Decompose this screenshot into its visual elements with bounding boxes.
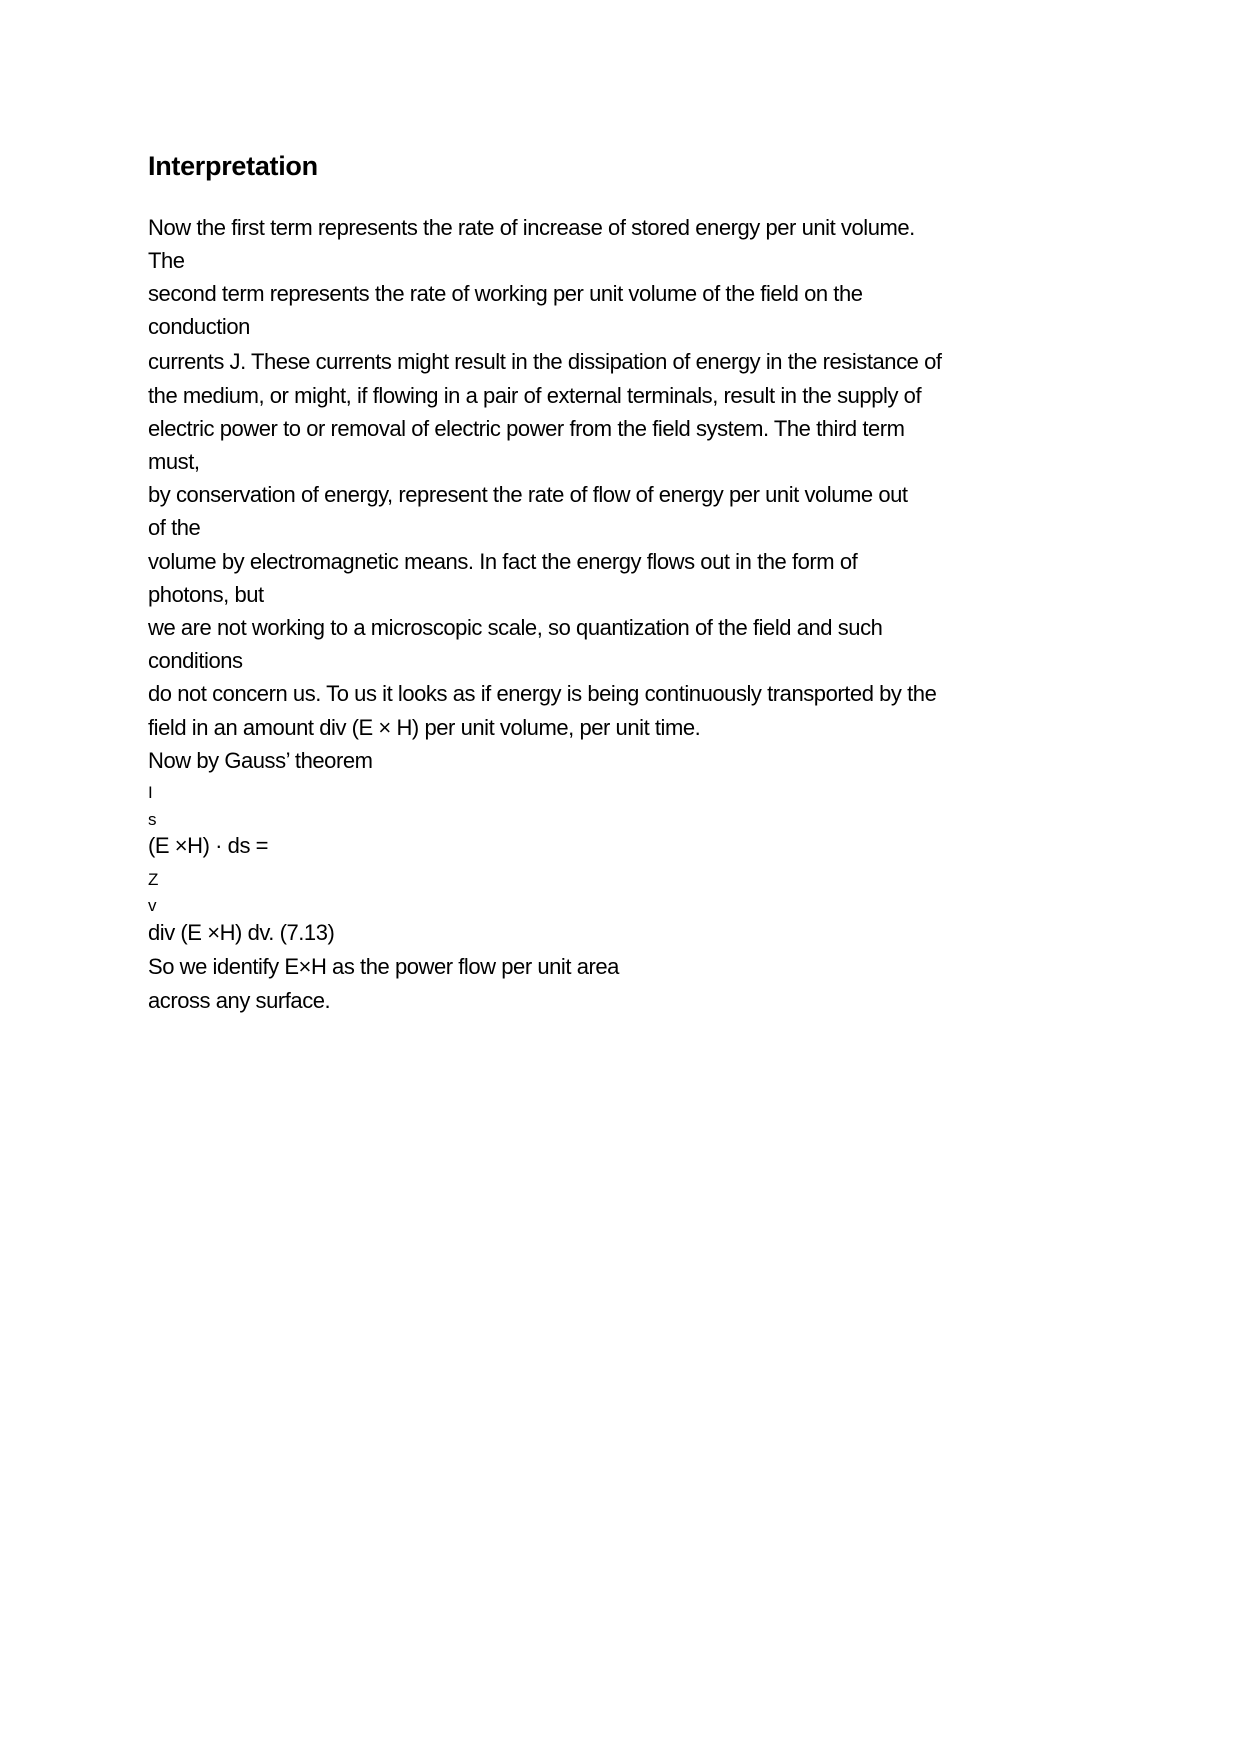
text-line: second term represents the rate of working per unit volume of the field on the <box>148 281 863 306</box>
text-line: field in an amount div (E × H) per unit volume, per unit time. <box>148 715 701 740</box>
text-line: the medium, or might, if flowing in a pair of external terminals, result in the supply of <box>148 383 922 408</box>
integral-symbol-line: I <box>148 783 153 802</box>
text-line: So we identify E×H as the power flow per unit area <box>148 954 619 979</box>
text-line: must, <box>148 449 200 474</box>
text-line: currents J. These currents might result in the dissipation of energy in the resistance of <box>148 349 942 374</box>
text-line: electric power to or removal of electric power from the field system. The third term <box>148 416 905 441</box>
text-line: of the <box>148 515 201 540</box>
equation-line: div (E ×H) dv. (7.13) <box>148 920 335 945</box>
text-line: photons, but <box>148 582 264 607</box>
section-heading: Interpretation <box>148 151 318 181</box>
integral-subscript-line: v <box>148 896 157 915</box>
text-line: do not concern us. To us it looks as if energy is being continuously transported by the <box>148 681 937 706</box>
text-line: Now the first term represents the rate of increase of stored energy per unit volume. <box>148 215 915 240</box>
text-line: conduction <box>148 314 250 339</box>
text-line: conditions <box>148 648 243 673</box>
text-line: across any surface. <box>148 988 331 1013</box>
text-line: Now by Gauss’ theorem <box>148 748 373 773</box>
text-line: The <box>148 248 185 273</box>
integral-symbol-line: Z <box>148 870 159 889</box>
integral-subscript-line: s <box>148 810 157 829</box>
text-line: volume by electromagnetic means. In fact the energy flows out in the form of <box>148 549 858 574</box>
text-line: we are not working to a microscopic scale, so quantization of the field and such <box>148 615 883 640</box>
equation-line: (E ×H) · ds = <box>148 833 269 858</box>
text-line: by conservation of energy, represent the rate of flow of energy per unit volume out <box>148 482 908 507</box>
